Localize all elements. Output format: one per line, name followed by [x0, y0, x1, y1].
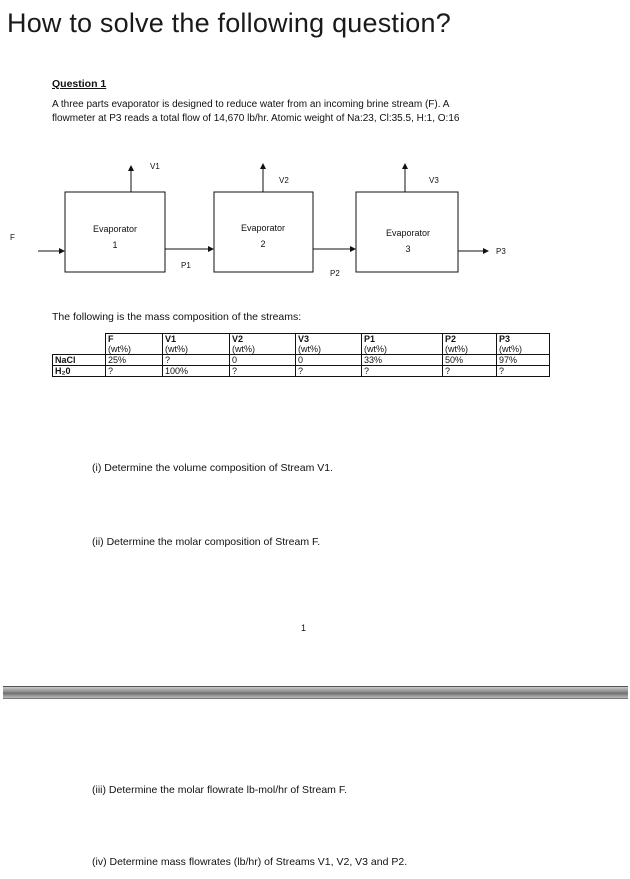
table-row-water — [53, 366, 550, 377]
col-name: P1 — [364, 334, 376, 344]
col-unit: (wt%) — [165, 344, 188, 354]
col-name: P2 — [445, 334, 457, 344]
stream-v3-label: V3 — [429, 176, 439, 185]
mass-composition-table — [52, 333, 550, 377]
row-label: NaCl — [53, 355, 106, 366]
table-cell: 0 — [230, 355, 296, 366]
table-row-nacl — [53, 355, 550, 366]
col-unit: (wt%) — [108, 344, 131, 354]
col-unit: (wt%) — [298, 344, 321, 354]
table-cell: 25% — [106, 355, 163, 366]
col-unit: (wt%) — [232, 344, 255, 354]
evaporator-3-number: 3 — [405, 244, 411, 254]
table-cell: 50% — [443, 355, 497, 366]
table-cell: ? — [296, 366, 362, 377]
table-col-v3 — [296, 334, 362, 355]
task-iv: (iv) Determine mass flowrates (lb/hr) of Streams V1, V2, V3 and P2. — [92, 856, 408, 868]
table-col-v2 — [230, 334, 296, 355]
stream-v2-label: V2 — [279, 176, 289, 185]
table-cell: ? — [106, 366, 163, 377]
task-ii: (ii) Determine the molar composition of Stream F. — [92, 536, 321, 548]
table-col-v1 — [163, 334, 230, 355]
task-i: (i) Determine the volume composition of Stream V1. — [92, 462, 334, 474]
table-corner — [53, 334, 106, 355]
evaporator-1-number: 1 — [112, 240, 118, 250]
evaporator-flow-diagram — [0, 150, 630, 290]
stream-v1-label: V1 — [150, 162, 160, 171]
mass-composition-caption: The following is the mass composition of the streams: — [52, 311, 302, 323]
table-cell: ? — [443, 366, 497, 377]
stream-p1-label: P1 — [181, 261, 191, 270]
intro-line-1: A three parts evaporator is designed to reduce water from an incoming brine stream (F). A — [52, 99, 450, 110]
task-iii: (iii) Determine the molar flowrate lb-mol/hr of Stream F. — [92, 784, 347, 796]
evaporator-3-label: Evaporator — [385, 228, 431, 238]
evaporator-2-number: 2 — [260, 239, 266, 249]
page-separator — [3, 686, 628, 699]
table-cell: ? — [362, 366, 443, 377]
table-cell: ? — [163, 355, 230, 366]
page-number: 1 — [301, 623, 307, 633]
question-title: Question 1 — [52, 78, 107, 90]
table-col-f — [106, 334, 163, 355]
col-unit: (wt%) — [364, 344, 387, 354]
table-col-p3 — [497, 334, 550, 355]
table-cell: 33% — [362, 355, 443, 366]
col-name: F — [108, 334, 114, 344]
table-col-p1 — [362, 334, 443, 355]
table-cell: 0 — [296, 355, 362, 366]
table-header-row — [53, 334, 550, 355]
stream-p3-label: P3 — [496, 247, 506, 256]
col-name: P3 — [499, 334, 511, 344]
col-name: V3 — [298, 334, 310, 344]
col-name: V2 — [232, 334, 244, 344]
col-name: V1 — [165, 334, 177, 344]
page-heading: How to solve the following question? — [7, 8, 451, 38]
col-unit: (wt%) — [445, 344, 468, 354]
table-cell: 97% — [497, 355, 550, 366]
row-label: H₂0 — [53, 366, 106, 377]
evaporator-2-label: Evaporator — [240, 223, 286, 233]
table-cell: ? — [497, 366, 550, 377]
stream-f-label: F — [10, 233, 15, 242]
table-cell: 100% — [163, 366, 230, 377]
evaporator-1-label: Evaporator — [92, 224, 138, 234]
stream-p2-label: P2 — [330, 269, 340, 278]
intro-line-2: flowmeter at P3 reads a total flow of 14,670 lb/hr. Atomic weight of Na:23, Cl:35.5, H:1, O:16 — [52, 113, 460, 124]
table-cell: ? — [230, 366, 296, 377]
col-unit: (wt%) — [499, 344, 522, 354]
question-intro — [52, 98, 582, 126]
table-col-p2 — [443, 334, 497, 355]
